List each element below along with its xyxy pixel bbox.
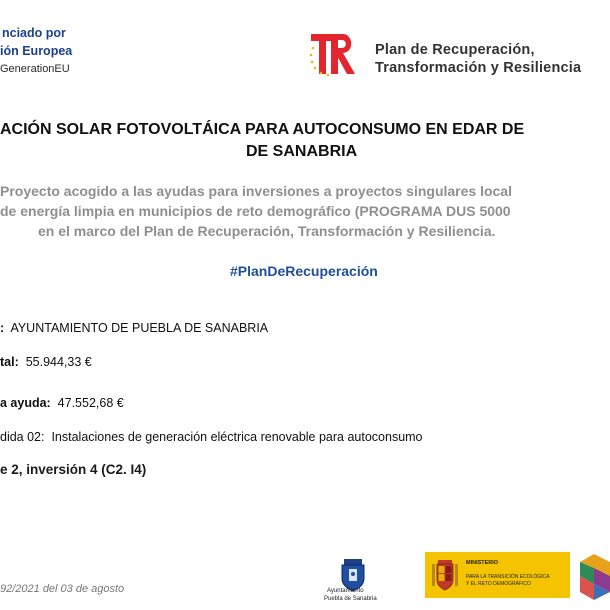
ayuda-label: a ayuda: [0,396,51,410]
plan-title-line-2: Transformación y Resiliencia [375,60,582,76]
beneficiario-value: AYUNTAMIENTO DE PUEBLA DE SANABRIA [10,321,269,335]
total-label: tal: [0,355,19,369]
hashtag-link[interactable]: #PlanDeRecuperación [230,263,378,279]
spain-coat-of-arms-icon [430,556,460,594]
medida-value: Instalaciones de generación eléctrica renovable para autoconsumo [51,430,423,444]
ministry-label-3: Y EL RETO DEMOGRÁFICO [466,581,531,587]
eu-funding-line-1: nciado por [2,26,66,40]
plan-recuperacion-logo-icon [307,28,361,78]
plan-title-line-1: Plan de Recuperación, [375,42,535,58]
ayuntamiento-label-1: Ayuntamiento [327,588,364,594]
beneficiario-label: : [0,321,5,335]
ministry-label-2: PARA LA TRANSICIÓN ECOLÓGICA [466,574,550,580]
medida-row [0,430,423,444]
ministry-label-1: MINISTERIO [466,560,499,566]
description-line-2: de energía limpia en municipios de reto demográfico (PROGRAMA DUS 5000 [0,203,511,219]
ayuda-row [0,396,124,410]
beneficiario-row [0,321,268,335]
project-title-line-1: ACIÓN SOLAR FOTOVOLTÁICA PARA AUTOCONSUMO EN EDAR DE [0,121,525,138]
ayuntamiento-label-2: Puebla de Sanabria [324,596,377,602]
total-row [0,355,92,369]
componente-row: e 2, inversión 4 (C2. I4) [0,462,147,477]
total-value: 55.944,33 € [25,355,92,369]
ayuda-value: 47.552,68 € [57,396,124,410]
description-line-3: en el marco del Plan de Recuperación, Transformación y Resiliencia. [38,223,496,239]
idae-logo-icon [576,548,610,606]
eu-funding-line-3: GenerationEU [0,63,70,75]
project-title-line-2: DE SANABRIA [246,143,358,160]
order-reference: 92/2021 del 03 de agosto [0,583,125,595]
description-line-1: Proyecto acogido a las ayudas para inversiones a proyectos singulares local [0,183,512,199]
eu-funding-line-2: ión Europea [0,44,73,58]
medida-label: dida 02: [0,430,45,444]
